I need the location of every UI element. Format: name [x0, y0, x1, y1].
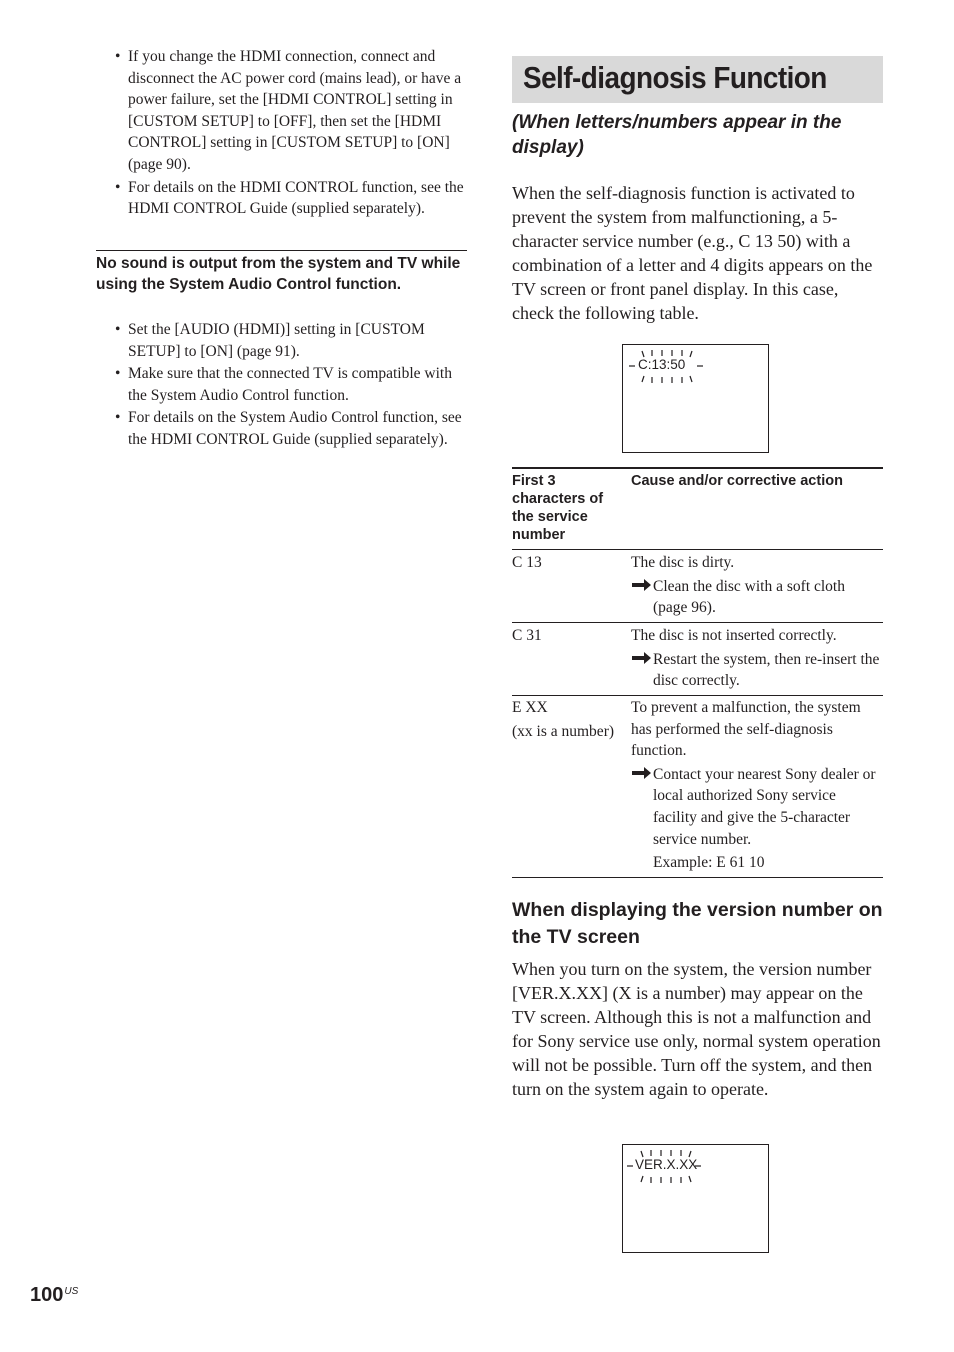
- cause-text: To prevent a malfunction, the system has performed the self-diagnosis function.: [631, 699, 861, 760]
- column-header: First 3 characters of the service number: [512, 473, 604, 543]
- service-code: C 13: [512, 554, 542, 571]
- display-illustration-version: [622, 1144, 769, 1253]
- bullet-item: • Make sure that the connected TV is compatible with the System Audio Control function.: [112, 363, 468, 406]
- page-number-suffix: US: [64, 1286, 79, 1297]
- service-code-cell: [512, 697, 624, 742]
- service-code-note: (xx is a number): [512, 722, 615, 740]
- service-code: E XX: [512, 699, 548, 716]
- table-row: [512, 550, 883, 623]
- example-text: Example: E 61 10: [653, 854, 765, 872]
- version-paragraph: When you turn on the system, the version number [VER.X.XX] (X is a number) may appear on the TV screen. Although this is not a malfunction and for Sony service use only, normal system operation will not be possible. Turn off the system, and then turn on the system again to operate.: [512, 959, 881, 1099]
- bullet-list-hdmi: [112, 46, 468, 221]
- action-text: Clean the disc with a soft cloth (page 96).: [653, 577, 845, 617]
- corrective-action: [631, 576, 883, 619]
- bullet-item: • For details on the System Audio Control function, see the HDMI CONTROL Guide (supplied separately).: [112, 407, 468, 450]
- service-code: C 31: [512, 627, 542, 644]
- table-row: [512, 623, 883, 696]
- corrective-action: [631, 649, 883, 692]
- section-divider: [96, 250, 467, 251]
- bullet-item: • Set the [AUDIO (HDMI)] setting in [CUSTOM SETUP] to [ON] (page 91).: [112, 319, 468, 362]
- page-number-value: 100: [30, 1284, 64, 1306]
- blink-marks-icon: [623, 345, 770, 405]
- section-subtitle: (When letters/numbers appear in the display): [512, 112, 842, 158]
- cause-text: The disc is dirty.: [631, 554, 735, 571]
- service-code-readout: C:13:50: [638, 357, 686, 372]
- action-text: Restart the system, then re-insert the disc correctly.: [653, 650, 880, 690]
- action-text: Contact your nearest Sony dealer or local authorized Sony service facility and give the 5-character service number.: [653, 765, 876, 848]
- section-title-band: [512, 56, 883, 103]
- service-number-table: [512, 467, 883, 878]
- bullet-list-audio: [112, 319, 468, 452]
- bullet-item: • For details on the HDMI CONTROL function, see the HDMI CONTROL Guide (supplied separately).: [112, 177, 468, 220]
- intro-paragraph: When the self-diagnosis function is activated to prevent the system from malfunctioning, a 5-character service number (e.g., C 13 50) with a combination of a letter and 4 digits appears on the TV screen or front panel display. In this case, check the following table.: [512, 183, 873, 323]
- corrective-action: [631, 764, 883, 874]
- troubleshooting-heading: No sound is output from the system and TV while using the System Audio Control function.: [96, 255, 461, 294]
- page-number: [30, 1284, 78, 1307]
- display-illustration-service-code: [622, 344, 769, 453]
- table-row: [512, 696, 883, 878]
- blink-marks-icon: [623, 1145, 770, 1205]
- bullet-item: • If you change the HDMI connection, connect and disconnect the AC power cord (mains lead), or have a power failure, set the [HDMI CONTROL] setting in [CUSTOM SETUP] to [OFF], then set the [HDMI CONTROL] setting in [CUSTOM SETUP] to [ON] (page 90).: [112, 46, 468, 176]
- table-header-row: [512, 469, 883, 550]
- version-heading: When displaying the version number on the TV screen: [512, 899, 883, 948]
- cause-text: The disc is not inserted correctly.: [631, 627, 837, 644]
- column-header: Cause and/or corrective action: [631, 473, 843, 489]
- arrow-right-icon: [631, 649, 653, 667]
- arrow-right-icon: [631, 764, 653, 782]
- version-readout: VER.X.XX: [635, 1157, 698, 1172]
- section-title: Self-diagnosis Function: [523, 60, 827, 95]
- arrow-right-icon: [631, 576, 653, 594]
